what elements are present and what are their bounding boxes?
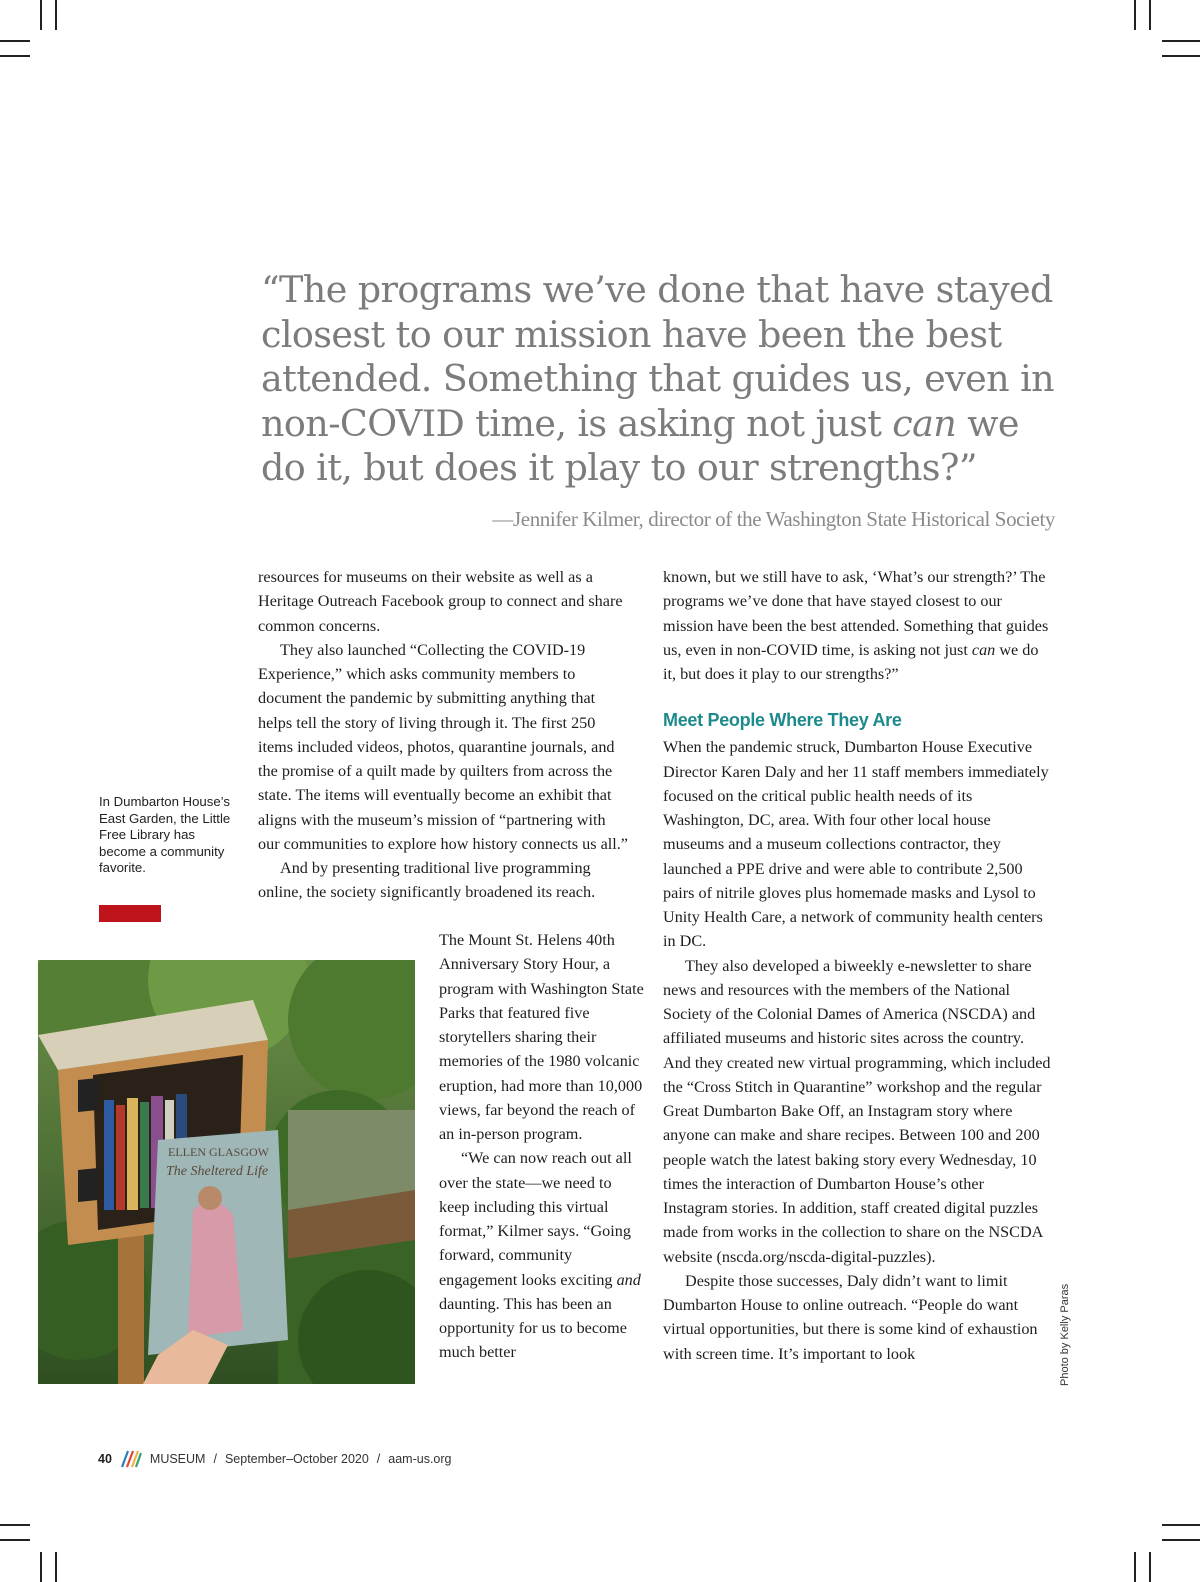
section-subhead: Meet People Where They Are: [663, 710, 902, 731]
crop-mark: [1162, 55, 1200, 57]
pull-quote: [261, 268, 1061, 491]
page-footer: [98, 1449, 452, 1469]
pull-quote-attribution: —Jennifer Kilmer, director of the Washington State Historical Society: [492, 507, 1055, 531]
pull-quote-text: “The programs we’ve done that have stayed closest to our mission have been the best attended. Something that guides us, even in non-COVID time, is asking not just: [261, 268, 1055, 445]
page-number: 40: [98, 1452, 112, 1466]
book-title-text: The Sheltered Life: [166, 1164, 269, 1179]
crop-mark: [1134, 0, 1136, 30]
pull-quote-text-end: we do it, but does it play to our strengths?”: [261, 401, 1019, 490]
footer-separator: /: [213, 1452, 217, 1466]
body-paragraph: [663, 565, 1051, 686]
crop-mark: [0, 1539, 30, 1541]
body-column-1: [258, 565, 630, 905]
accent-bar: [99, 905, 161, 922]
body-paragraph: And by presenting traditional live programming online, the society significantly broadened its reach.: [258, 859, 596, 902]
photo-credit: Photo by Kelly Paras: [1059, 1283, 1071, 1386]
book-author-text: ELLEN GLASGOW: [168, 1145, 269, 1159]
footer-separator: /: [376, 1452, 381, 1466]
crop-mark: [40, 0, 42, 30]
footer-url[interactable]: aam-us.org: [388, 1452, 452, 1466]
crop-mark: [1149, 0, 1151, 30]
body-text: daunting. This has been an opportunity for us to become much better: [439, 1294, 627, 1362]
body-paragraph: They also launched “Collecting the COVID-19 Experience,” which asks community members to document the pandemic by submitting anything that helps tell the story of living through it. The first 250 items included videos, photos, quarantine journals, and the promise of a quilt made by quilters from across the state. The items will eventually become an exhibit that aligns with the museum’s mission of “partnering with our communities to explore how history connects us all.”: [258, 640, 628, 853]
aam-logo-icon: [120, 1449, 142, 1469]
body-paragraph: When the pandemic struck, Dumbarton House Executive Director Karen Daly and her 11 staff members immediately focused on the critical public health needs of its Washington, DC, area. With four other local house museums and a museum collections contractor, they launched a PPE drive and were able to contribute 2,500 pairs of nitrile gloves plus homemade masks and Lysol to Unity Health Care, a network of community health centers in DC.: [663, 738, 1049, 951]
crop-mark: [1162, 1524, 1200, 1526]
crop-mark: [0, 55, 30, 57]
crop-mark: [0, 40, 30, 42]
crop-mark: [1162, 40, 1200, 42]
crop-mark: [1149, 1552, 1151, 1582]
crop-mark: [40, 1552, 42, 1582]
body-paragraph: The Mount St. Helens 40th Anniversary Story Hour, a program with Washington State Parks that featured five storytellers sharing their memories of the 1980 volcanic eruption, had more than 10,000 views, far beyond the reach of an in-person program.: [439, 931, 644, 1143]
pull-quote-emphasis: can: [892, 401, 957, 445]
body-text: known, but we still have to ask, ‘What’s our strength?’ The programs we’ve done that have stayed closest to our mission have been the best attended. Something that guides us, even in non-COVID time, is asking not just: [663, 568, 1049, 659]
crop-mark: [1162, 1539, 1200, 1541]
crop-mark: [55, 0, 57, 30]
photo-caption: In Dumbarton House’s East Garden, the Little Free Library has become a community favorite.: [99, 794, 231, 876]
library-photo-illustration: [38, 960, 415, 1384]
body-emphasis: and: [616, 1270, 641, 1289]
body-emphasis: can: [971, 640, 996, 659]
crop-mark: [1134, 1552, 1136, 1582]
body-paragraph: They also developed a biweekly e-newsletter to share news and resources with the members of the National Society of the Colonial Dames of America (NSCDA) and affiliated museums and historic sites across the country. And they created new virtual programming, which included the “Cross Stitch in Quarantine” workshop and the regular Great Dumbarton Bake Off, an Instagram story where anyone can make and share recipes. Between 100 and 200 people watch the latest baking story every Wednesday, 10 times the interaction of Dumbarton House’s other Instagram stories. In addition, staff created digital puzzles made from works in the collection to share on the NSCDA website (nscda.org/nscda-digital-puzzles).: [663, 956, 1051, 1266]
crop-mark: [0, 1524, 30, 1526]
library-photo: [38, 960, 415, 1384]
footer-magazine: MUSEUM: [149, 1452, 206, 1466]
body-paragraph: [439, 1146, 644, 1364]
body-text: we do it, but does it play to our strengths?”: [663, 640, 1039, 683]
body-paragraph: resources for museums on their website as well as a Heritage Outreach Facebook group to connect and share common concerns.: [258, 568, 623, 635]
body-column-3: [663, 565, 1051, 1366]
body-column-2: [439, 928, 644, 1365]
footer-issue: September–October 2020: [224, 1452, 369, 1466]
body-paragraph: Despite those successes, Daly didn’t want to limit Dumbarton House to online outreach. “People do want virtual opportunities, but there is some kind of exhaustion with screen time. It’s important to look: [663, 1271, 1038, 1363]
crop-mark: [55, 1552, 57, 1582]
body-text: “We can now reach out all over the state—we need to keep including this virtual format,” Kilmer says. “Going forward, community engagement looks exciting: [439, 1149, 632, 1289]
